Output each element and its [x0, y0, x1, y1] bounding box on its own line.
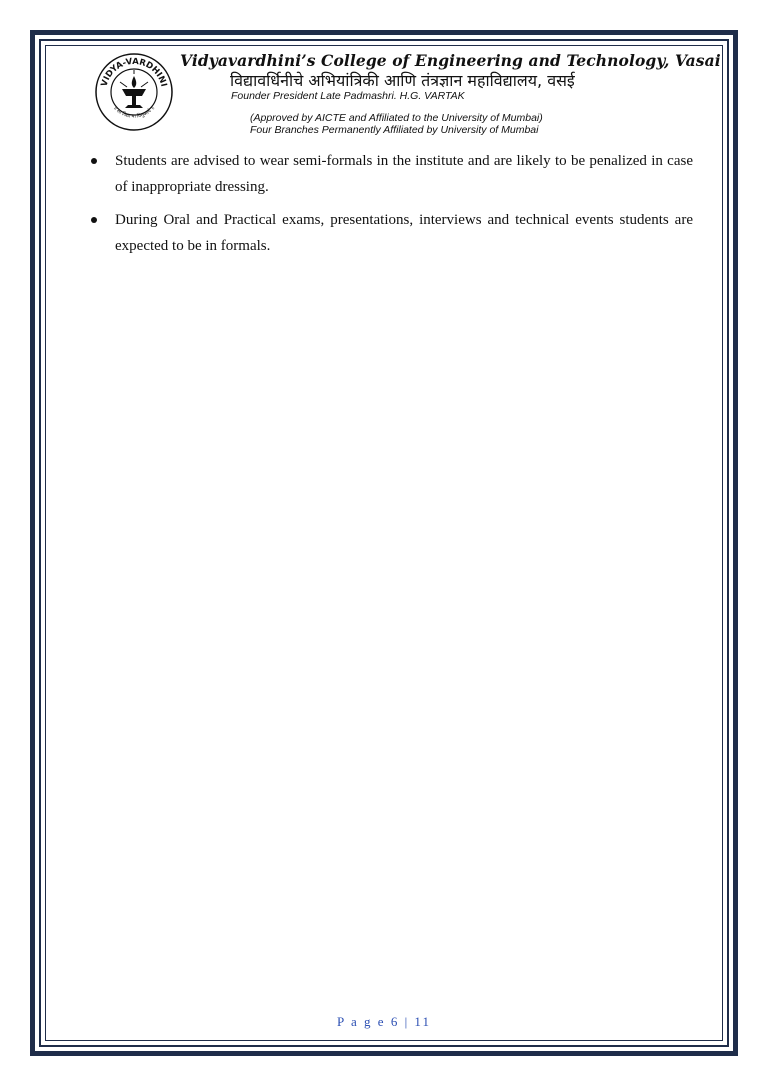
founder-line: Founder President Late Padmashri. H.G. VARTAK — [231, 90, 465, 102]
college-name-marathi: विद्यावर्धिनीचे अभियांत्रिकी आणि तंत्रज्ञान महाविद्यालय, वसई — [230, 71, 575, 90]
branches-line: Four Branches Permanently Affiliated by University of Mumbai — [250, 124, 539, 136]
college-logo — [94, 52, 174, 132]
document-body — [88, 148, 693, 266]
logo-motto: ॥ सा विद्या या विमुक्तये ॥ — [111, 105, 157, 120]
list-item-text: Students are advised to wear semi-formals in the institute and are likely to be penalized in case of inappropriate dressing. — [115, 153, 693, 195]
logo-arc-text: VIDYA-VARDHINI — [99, 56, 169, 88]
bullet-icon — [91, 217, 97, 223]
page-number: P a g e 6 | 11 — [337, 1014, 431, 1029]
bullet-icon — [91, 158, 97, 164]
list-item-text: During Oral and Practical exams, presentations, interviews and technical events students are expected to be in formals. — [115, 212, 693, 254]
college-name: Vidyavardhini’s College of Engineering and Technology, Vasai — [180, 51, 721, 70]
letterhead — [88, 50, 721, 140]
bullet-list — [88, 148, 693, 259]
lamp-emblem-icon — [120, 70, 148, 108]
approval-line: (Approved by AICTE and Affiliated to the University of Mumbai) — [250, 112, 543, 124]
list-item — [88, 148, 693, 200]
list-item — [88, 207, 693, 259]
